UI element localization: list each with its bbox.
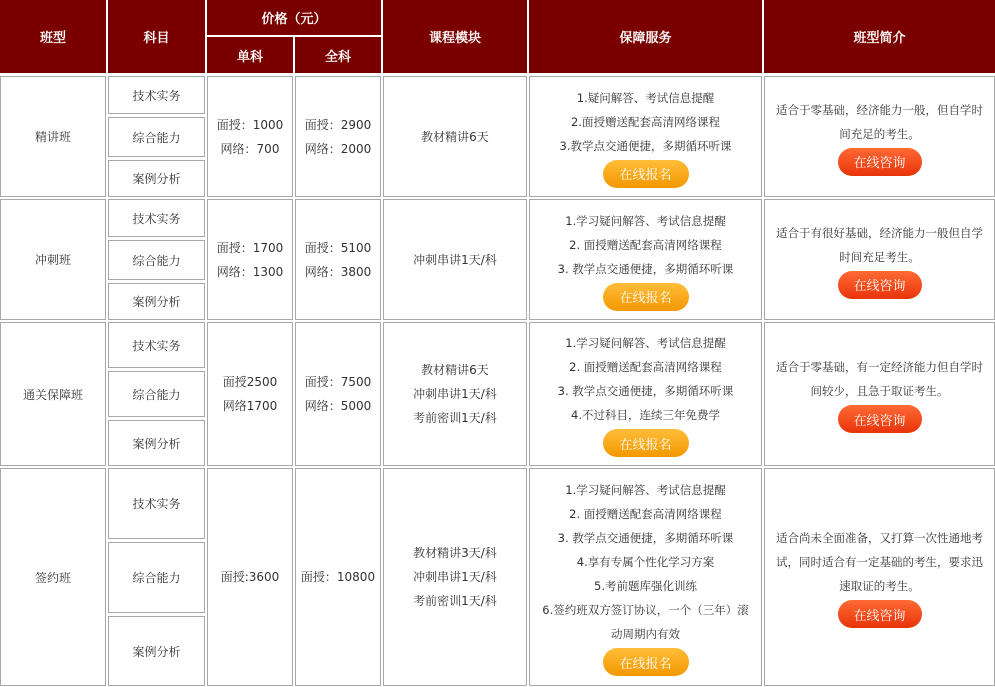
full-price: 面授：10800	[300, 570, 376, 584]
consult-online-button[interactable]: 在线咨询	[838, 148, 922, 176]
service-cell	[529, 322, 762, 466]
register-online-button[interactable]: 在线报名	[603, 283, 689, 311]
intro-text: 适合于零基础，有一定经济能力但自学时	[776, 360, 983, 374]
course-module-item: 考前密训1天/科	[413, 411, 497, 425]
register-online-button[interactable]: 在线报名	[603, 429, 689, 457]
intro-text: 间充足的考生。	[839, 126, 920, 141]
consult-online-button[interactable]: 在线咨询	[838, 271, 922, 299]
single-price: 面授:3600	[220, 570, 280, 584]
service-item: 5.考前题库强化训练	[594, 579, 697, 593]
header-class-type: 班型	[0, 0, 106, 73]
service-item: 2. 面授赠送配套高清网络课程	[569, 237, 722, 252]
course-module-cell	[383, 468, 527, 686]
subject-label: 案例分析	[132, 295, 181, 309]
course-module-item: 考前密训1天/科	[413, 594, 497, 608]
course-module-item: 冲刺串讲1天/科	[413, 387, 497, 401]
full-price: 网络：3800	[304, 264, 372, 279]
class-name-cell	[0, 468, 106, 686]
single-price: 网络1700	[222, 399, 278, 413]
course-module-item: 冲刺串讲1天/科	[413, 252, 497, 267]
course-module-cell	[383, 322, 527, 466]
register-online-button[interactable]: 在线报名	[603, 160, 689, 188]
course-module-cell	[383, 76, 527, 197]
subject-label: 技术实务	[132, 211, 181, 226]
single-price-cell	[207, 76, 293, 197]
full-price: 面授：7500	[304, 375, 372, 389]
intro-text: 试，同时适合有一定基础的考生，要求迅	[776, 555, 983, 569]
class-name-cell	[0, 199, 106, 320]
intro-cell	[764, 322, 995, 466]
full-price: 网络：5000	[304, 399, 372, 413]
subject-cell	[108, 240, 205, 280]
service-item: 动周期内有效	[611, 627, 680, 641]
intro-text: 适合尚未全面准备，又打算一次性通地考	[776, 531, 983, 545]
service-item: 1.学习疑问解答、考试信息提醒	[565, 336, 726, 350]
service-item: 4.不过科目，连续三年免费学	[571, 408, 720, 422]
subject-label: 技术实务	[132, 88, 181, 103]
class-name: 通关保障班	[22, 387, 83, 402]
subject-label: 案例分析	[132, 436, 181, 451]
service-item: 1.学习疑问解答、考试信息提醒	[565, 483, 726, 497]
subject-label: 综合能力	[132, 253, 181, 268]
service-item: 3. 教学点交通便捷，多期循环听课	[557, 261, 734, 276]
service-cell	[529, 199, 762, 320]
intro-cell	[764, 76, 995, 197]
full-price-cell	[295, 199, 381, 320]
subject-cell	[108, 199, 205, 237]
subject-cell	[108, 468, 205, 539]
subject-label: 综合能力	[132, 130, 181, 145]
class-name-cell	[0, 322, 106, 466]
full-price: 面授：2900	[304, 117, 372, 132]
service-item: 1.学习疑问解答、考试信息提醒	[565, 213, 726, 228]
register-online-button[interactable]: 在线报名	[603, 648, 689, 676]
single-price: 网络：1300	[216, 264, 284, 279]
subject-label: 技术实务	[132, 338, 181, 353]
header-intro: 班型简介	[764, 0, 995, 73]
header-service: 保障服务	[529, 0, 762, 73]
service-item: 6.签约班双方签订协议，一个（三年）滚	[542, 603, 749, 617]
course-module-item: 教材精讲6天	[421, 363, 489, 377]
service-item: 2.面授赠送配套高清网络课程	[571, 114, 720, 129]
subject-label: 案例分析	[132, 172, 181, 186]
full-price-cell	[295, 76, 381, 197]
service-item: 3. 教学点交通便捷，多期循环听课	[557, 531, 734, 545]
single-price: 网络：700	[220, 141, 280, 156]
intro-text: 适合于有很好基础，经济能力一般但自学	[776, 225, 983, 240]
course-module-cell	[383, 199, 527, 320]
intro-cell	[764, 468, 995, 686]
header-price-full: 全科	[295, 37, 381, 73]
consult-online-button[interactable]: 在线咨询	[838, 600, 922, 628]
service-item: 2. 面授赠送配套高清网络课程	[569, 507, 722, 521]
course-module-item: 教材精讲3天/科	[413, 546, 497, 560]
subject-cell	[108, 117, 205, 157]
header-price-single: 单科	[207, 37, 293, 73]
subject-cell	[108, 283, 205, 320]
single-price-cell	[207, 322, 293, 466]
class-name: 签约班	[34, 570, 71, 585]
full-price: 网络：2000	[304, 141, 372, 156]
subject-label: 综合能力	[132, 571, 181, 585]
subject-cell	[108, 420, 205, 466]
subject-label: 案例分析	[132, 644, 181, 659]
subject-cell	[108, 542, 205, 613]
subject-cell	[108, 76, 205, 114]
class-name: 精讲班	[34, 130, 71, 144]
course-module-item: 冲刺串讲1天/科	[413, 570, 497, 584]
service-cell	[529, 76, 762, 197]
single-price: 面授：1700	[216, 240, 284, 255]
single-price-cell	[207, 199, 293, 320]
subject-label: 技术实务	[132, 497, 181, 511]
class-name-cell	[0, 76, 106, 197]
intro-cell	[764, 199, 995, 320]
course-module-item: 教材精讲6天	[421, 129, 489, 144]
subject-cell	[108, 160, 205, 197]
service-cell	[529, 468, 762, 686]
single-price-cell	[207, 468, 293, 686]
subject-label: 综合能力	[132, 387, 181, 402]
service-item: 3.教学点交通便捷，多期循环听课	[559, 138, 732, 153]
full-price: 面授：5100	[304, 240, 372, 255]
service-item: 2. 面授赠送配套高清网络课程	[569, 360, 722, 374]
intro-text: 时间充足考生。	[839, 249, 920, 264]
intro-text: 速取证的考生。	[839, 579, 920, 593]
intro-text: 间较少，且急于取证考生。	[810, 384, 949, 398]
class-name: 冲刺班	[34, 253, 71, 267]
service-item: 1.疑问解答、考试信息提醒	[576, 90, 715, 105]
consult-online-button[interactable]: 在线咨询	[838, 405, 922, 433]
service-item: 3. 教学点交通便捷，多期循环听课	[557, 384, 734, 398]
subject-cell	[108, 322, 205, 368]
subject-cell	[108, 371, 205, 417]
subject-cell	[108, 616, 205, 686]
header-price: 价格（元）	[207, 0, 381, 35]
full-price-cell	[295, 322, 381, 466]
single-price: 面授2500	[222, 375, 278, 389]
full-price-cell	[295, 468, 381, 686]
header-module: 课程模块	[383, 0, 527, 73]
header-subject: 科目	[108, 0, 205, 73]
service-item: 4.享有专属个性化学习方案	[576, 555, 715, 569]
single-price: 面授：1000	[216, 117, 284, 132]
intro-text: 适合于零基础，经济能力一般，但自学时	[776, 102, 983, 117]
